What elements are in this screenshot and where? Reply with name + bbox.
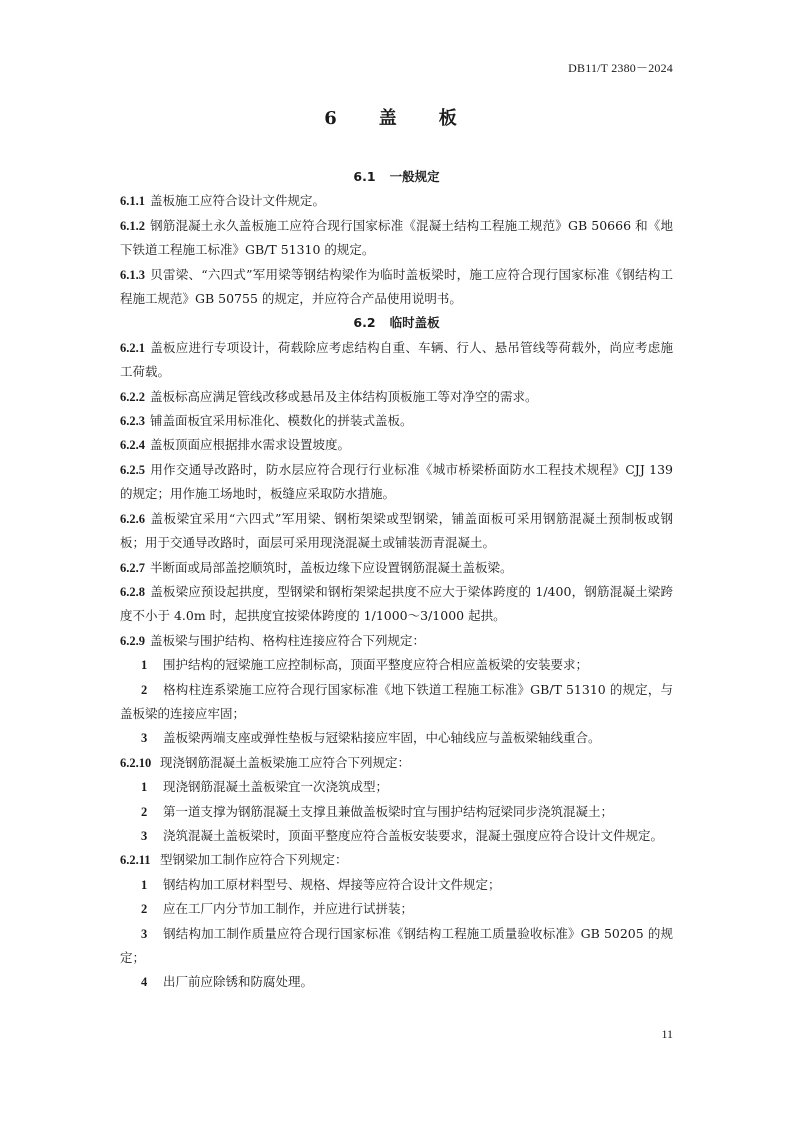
- clause-6-2-9: [120, 629, 673, 653]
- clause-number: 6.2.10: [120, 755, 152, 770]
- clause-text: 盖板应进行专项设计，荷载除应考虑结构自重、车辆、行人、悬吊管线等荷载外，尚应考虑施工荷载。: [120, 339, 673, 380]
- item-number: 3: [141, 828, 148, 843]
- item-number: 4: [141, 975, 148, 990]
- item-text: 浇筑混凝土盖板梁时，顶面平整度应符合盖板安装要求，混凝土强度应符合设计文件规定。: [163, 827, 664, 843]
- section-heading-6-1: [120, 165, 673, 189]
- clause-text: 盖板施工应符合设计文件规定。: [150, 193, 326, 209]
- clause-6-2-1: [120, 336, 673, 385]
- item-text: 盖板梁两端支座或弹性垫板与冠梁粘接应牢固，中心轴线应与盖板梁轴线重合。: [163, 730, 601, 746]
- clause-number: 6.2.9: [120, 633, 145, 648]
- item-text: 格构柱连系梁施工应符合现行国家标准《地下铁道工程施工标准》GB/T 51310 的规定，与盖板梁的连接应牢固；: [120, 681, 673, 721]
- item-number: 3: [141, 926, 148, 941]
- item-number: 2: [141, 804, 148, 819]
- item-text: 钢结构加工原材料型号、规格、焊接等应符合设计文件规定；: [163, 876, 501, 892]
- clause-number: 6.1.2: [120, 218, 145, 233]
- section-title: 一般规定: [389, 169, 440, 184]
- clause-6-2-10: [120, 751, 673, 775]
- section-heading-6-2: [120, 311, 673, 335]
- clause-text: 盖板梁应预设起拱度，型钢梁和钢桁架梁起拱度不应大于梁体跨度的 1/400，钢筋混凝土梁跨度不小于 4.0m 时，起拱度宜按梁体跨度的 1/1000～3/1000 起拱。: [120, 583, 673, 624]
- clause-6-2-4: [120, 433, 673, 457]
- clause-6-1-3: [120, 263, 673, 312]
- list-item: [120, 922, 673, 971]
- list-item: [120, 775, 673, 799]
- clause-number: 6.2.8: [120, 584, 145, 599]
- clause-6-2-11: [120, 848, 673, 872]
- item-text: 应在工厂内分节加工制作，并应进行试拼装；: [163, 901, 414, 917]
- clause-number: 6.2.2: [120, 389, 145, 404]
- item-text: 第一道支撑为钢筋混凝土支撑且兼做盖板梁时宜与围护结构冠梁同步浇筑混凝土；: [163, 803, 614, 819]
- item-number: 1: [141, 877, 148, 892]
- clause-text: 钢筋混凝土永久盖板施工应符合现行国家标准《混凝土结构工程施工规范》GB 50666 和《地下铁道工程施工标准》GB/T 51310 的规定。: [120, 217, 673, 258]
- clause-number: 6.2.7: [120, 560, 145, 575]
- list-item: [120, 800, 673, 824]
- clause-text: 贝雷梁、“六四式”军用梁等钢结构梁作为临时盖板梁时，施工应符合现行国家标准《钢结构工程施工规范》GB 50755 的规定，并应符合产品使用说明书。: [120, 266, 673, 307]
- clause-6-2-8: [120, 580, 673, 629]
- clause-text: 盖板梁与围护结构、格构柱连接应符合下列规定：: [150, 632, 426, 648]
- clause-number: 6.2.1: [120, 340, 145, 355]
- list-item: [120, 726, 673, 750]
- clause-number: 6.2.4: [120, 438, 145, 453]
- section-title: 临时盖板: [389, 315, 440, 331]
- item-number: 1: [141, 658, 148, 673]
- section-number: 6.1: [353, 169, 376, 184]
- item-text: 钢结构加工制作质量应符合现行国家标准《钢结构工程施工质量验收标准》GB 50205 的规定；: [120, 925, 673, 965]
- list-item: [120, 678, 673, 727]
- item-number: 1: [141, 780, 148, 795]
- section-number: 6.2: [353, 315, 376, 331]
- clause-text: 型钢梁加工制作应符合下列规定：: [160, 852, 348, 868]
- clause-6-2-2: [120, 385, 673, 409]
- clause-number: 6.2.3: [120, 414, 145, 429]
- clause-text: 现浇钢筋混凝土盖板梁施工应符合下列规定：: [160, 754, 411, 770]
- item-number: 2: [141, 682, 148, 697]
- clause-text: 用作交通导改路时，防水层应符合现行行业标准《城市桥梁桥面防水工程技术规程》CJJ 139 的规定；用作施工场地时，板缝应采取防水措施。: [120, 461, 673, 502]
- list-item: [120, 897, 673, 921]
- clause-6-1-2: [120, 214, 673, 263]
- clause-number: 6.1.1: [120, 194, 145, 209]
- clause-number: 6.2.11: [120, 853, 151, 868]
- clause-number: 6.1.3: [120, 267, 145, 282]
- item-number: 2: [141, 902, 148, 917]
- item-text: 现浇钢筋混凝土盖板梁宜一次浇筑成型；: [163, 779, 389, 795]
- list-item: [120, 970, 673, 994]
- item-number: 3: [141, 731, 148, 746]
- clause-text: 盖板顶面应根据排水需求设置坡度。: [150, 437, 351, 453]
- clause-text: 盖板标高应满足管线改移或悬吊及主体结构顶板施工等对净空的需求。: [150, 388, 538, 404]
- item-text: 出厂前应除锈和防腐处理。: [163, 974, 314, 990]
- document-body: [120, 165, 673, 995]
- chapter-title: 6 盖 板: [324, 108, 469, 129]
- list-item: [120, 653, 673, 677]
- clause-text: 半断面或局部盖挖顺筑时，盖板边缘下应设置钢筋混凝土盖板梁。: [150, 559, 513, 575]
- standard-code: DB11/T 2380－2024: [568, 61, 673, 75]
- clause-6-2-5: [120, 458, 673, 507]
- clause-text: 盖板梁宜采用“六四式”军用梁、钢桁架梁或型钢梁，铺盖面板可采用钢筋混凝土预制板或钢板；用于交通导改路时，面层可采用现浇混凝土或铺装沥青混凝土。: [120, 510, 673, 551]
- clause-6-2-7: [120, 556, 673, 580]
- page-number: 11: [661, 1027, 673, 1041]
- clause-6-2-3: [120, 409, 673, 433]
- clause-6-2-6: [120, 507, 673, 556]
- list-item: [120, 873, 673, 897]
- clause-text: 铺盖面板宜采用标准化、模数化的拼装式盖板。: [150, 413, 413, 429]
- list-item: [120, 824, 673, 848]
- item-text: 围护结构的冠梁施工应控制标高，顶面平整度应符合相应盖板梁的安装要求；: [163, 657, 589, 673]
- clause-number: 6.2.6: [120, 511, 145, 526]
- clause-6-1-1: [120, 189, 673, 213]
- clause-number: 6.2.5: [120, 462, 145, 477]
